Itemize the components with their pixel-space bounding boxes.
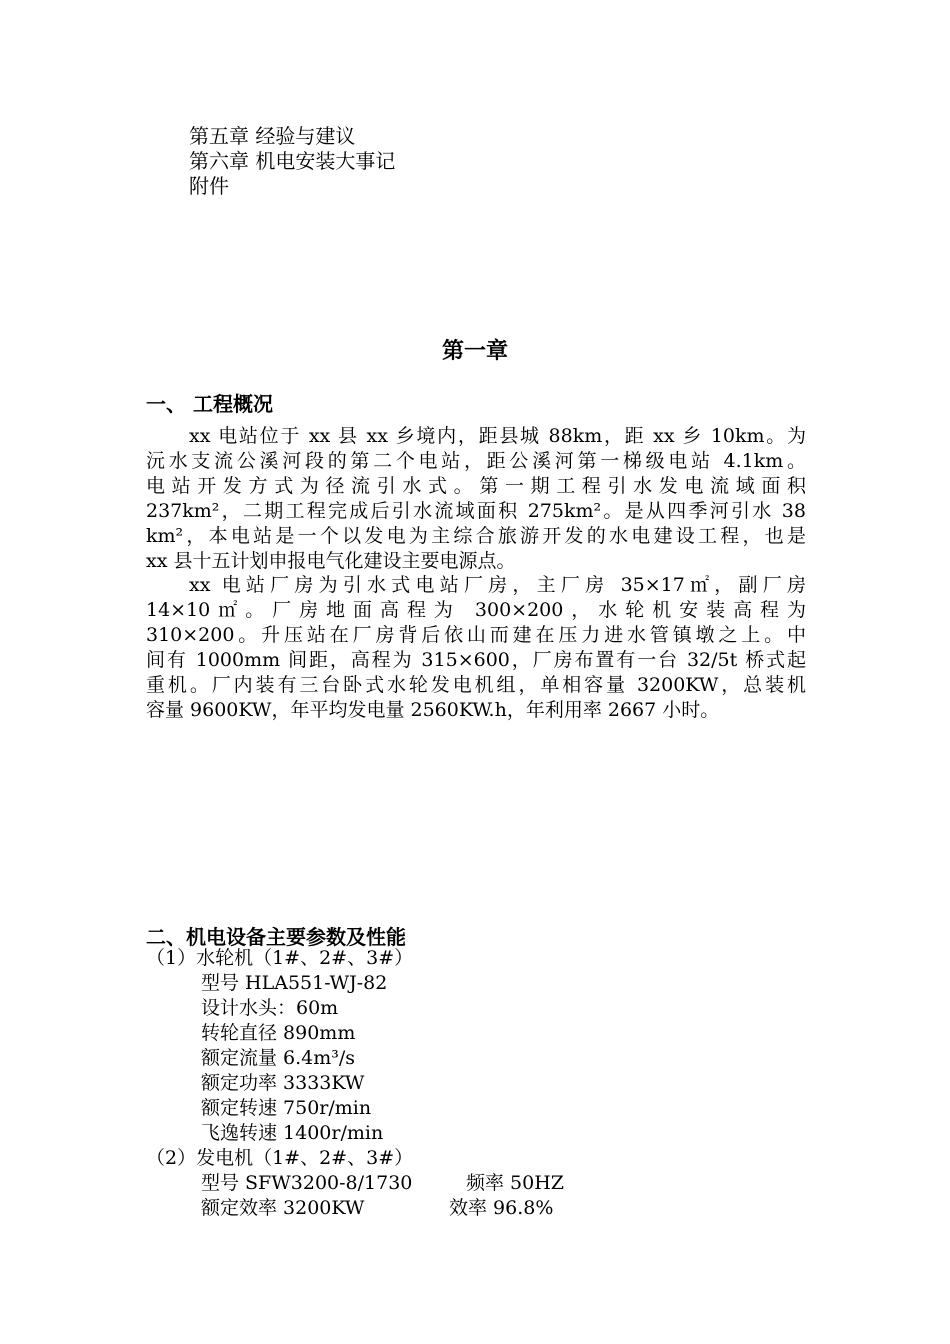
turbine-rated-speed: 额定转速 750r/min <box>201 1097 372 1119</box>
project-overview-paragraph-2 <box>146 573 806 723</box>
toc-item-chapter-5[interactable]: 第五章 经验与建议 <box>189 124 356 148</box>
generator-rating-row <box>146 1196 564 1221</box>
paragraph-line: 重机。厂内装有三台卧式水轮发电机组，单相容量 3200KW，总装机 <box>146 674 806 696</box>
paragraph-line: xx 县十五计划申报电气化建设主要电源点。 <box>146 550 516 572</box>
paragraph-line: 沅水支流公溪河段的第二个电站，距公溪河第一梯级电站 4.1km。 <box>146 450 806 472</box>
turbine-runaway-speed: 飞逸转速 1400r/min <box>201 1122 384 1144</box>
generator-model-row <box>146 1171 564 1196</box>
toc-item-chapter-6[interactable]: 第六章 机电安装大事记 <box>189 149 396 173</box>
generator-rated-output: 额定效率 3200KW <box>201 1197 365 1219</box>
chapter-title: 第一章 <box>441 339 508 364</box>
turbine-title: （1）水轮机（1#、2#、3#） <box>146 947 414 969</box>
toc-item-appendix[interactable]: 附件 <box>189 174 229 198</box>
turbine-rated-flow: 额定流量 6.4m³/s <box>201 1047 356 1069</box>
turbine-runner-diameter: 转轮直径 890mm <box>201 1022 356 1044</box>
generator-title: （2）发电机（1#、2#、3#） <box>146 1147 414 1169</box>
paragraph-line: xx 电站位于 xx 县 xx 乡境内，距县城 88km，距 xx 乡 10km。为 <box>189 425 806 447</box>
paragraph-line: xx 电站厂房为引水式电站厂房，主厂房 35×17㎡，副厂房 <box>189 574 806 596</box>
paragraph-line: 电站开发方式为径流引水式。第一期工程引水发电流域面积 <box>146 475 806 497</box>
generator-efficiency: 效率 96.8% <box>449 1197 554 1219</box>
equipment-specs <box>146 946 564 1221</box>
generator-model: 型号 SFW3200-8/1730 <box>201 1172 413 1194</box>
table-of-contents <box>189 124 395 199</box>
project-overview-paragraph-1 <box>146 424 806 574</box>
paragraph-line: 容量 9600KW，年平均发电量 2560KW.h，年利用率 2667 小时。 <box>146 699 720 721</box>
paragraph-line: 14×10㎡。厂房地面高程为 300×200，水轮机安装高程为 <box>146 599 806 621</box>
turbine-rated-power: 额定功率 3333KW <box>201 1072 365 1094</box>
generator-frequency: 频率 50HZ <box>466 1172 564 1194</box>
paragraph-line: 310×200。升压站在厂房背后依山而建在压力进水管镇墩之上。中 <box>146 624 806 646</box>
turbine-design-head: 设计水头：60m <box>201 997 339 1019</box>
paragraph-line: 237km²，二期工程完成后引水流域面积 275km²。是从四季河引水 38 <box>146 500 806 522</box>
turbine-model: 型号 HLA551-WJ-82 <box>201 972 388 994</box>
paragraph-line: 间有 1000mm 间距，高程为 315×600，厂房布置有一台 32/5t 桥式起 <box>146 649 806 671</box>
paragraph-line: km²，本电站是一个以发电为主综合旅游开发的水电建设工程，也是 <box>146 525 806 547</box>
section-2-heading: 二、机电设备主要参数及性能 <box>146 925 406 949</box>
section-1-heading: 一、 工程概况 <box>146 392 273 416</box>
